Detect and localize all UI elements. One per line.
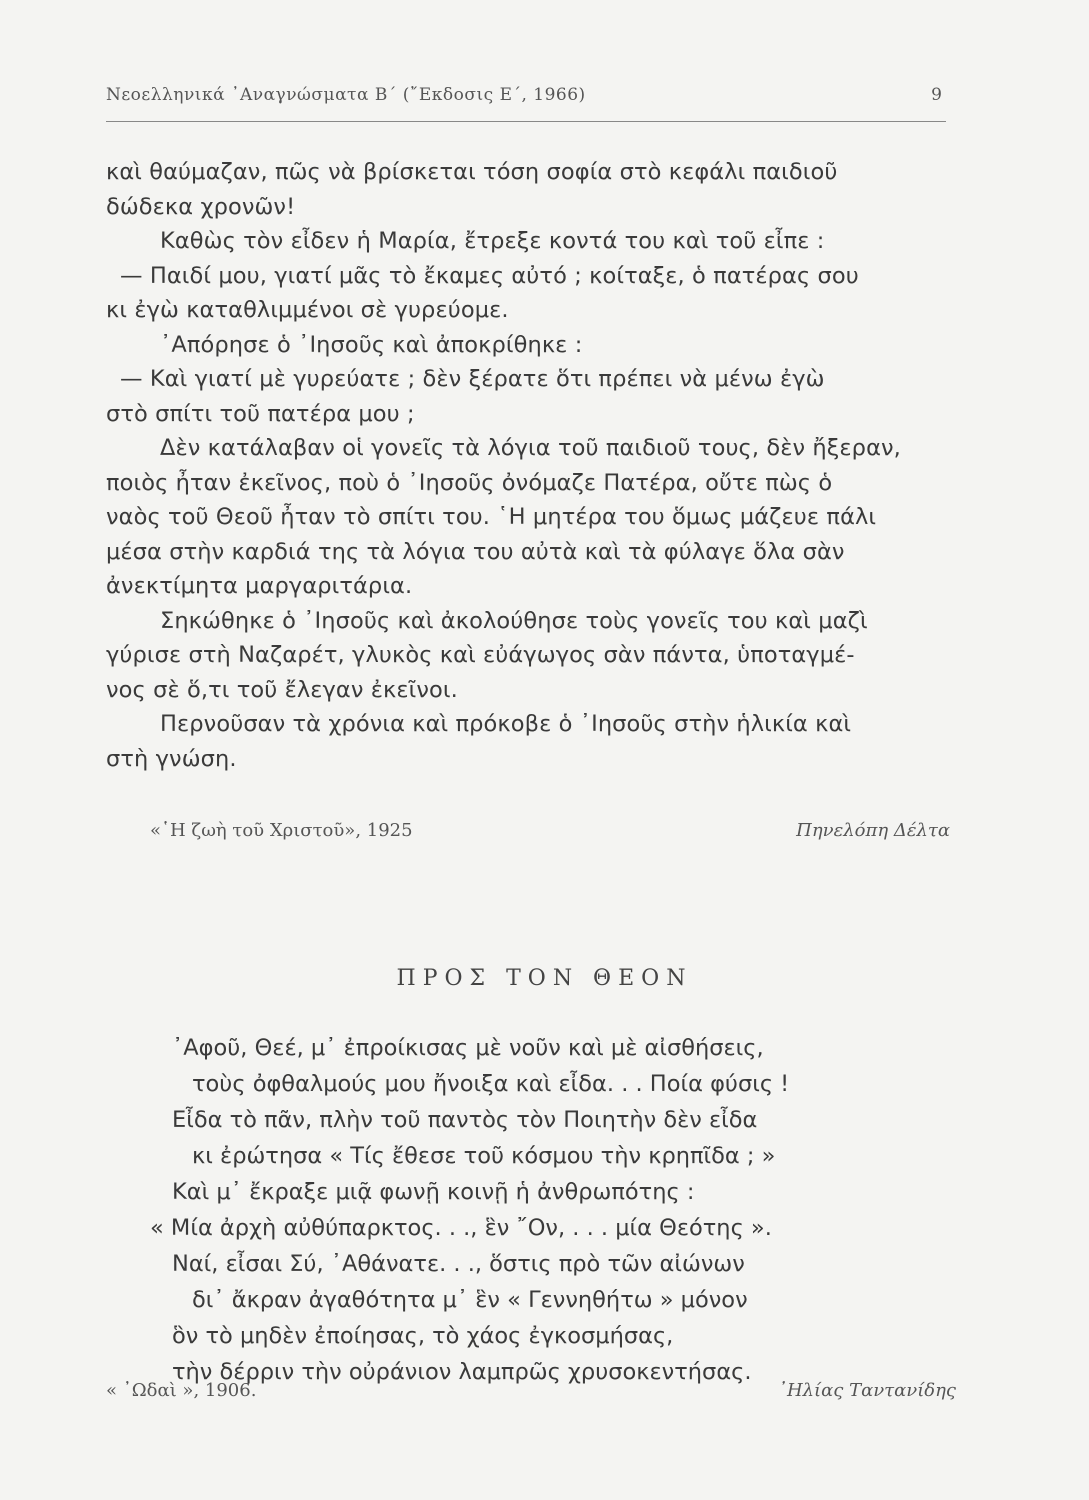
poem-verse: ᾿Αφοῦ, Θεέ, μ᾿ ἐπροίκισας μὲ νοῦν καὶ μὲ αἰσθήσεις,	[172, 1035, 764, 1061]
poem-verse: Εἶδα τὸ πᾶν, πλὴν τοῦ παντὸς τὸν Ποιητὴν δὲν εἶδα	[172, 1107, 758, 1133]
paragraph	[106, 604, 948, 708]
paragraph	[106, 362, 948, 431]
text-line: ἀνεκτίμητα μαργαριτάρια.	[106, 573, 413, 599]
poem-verse: Καὶ μ᾿ ἔκραξε μιᾷ φωνῇ κοινῇ ἡ ἀνθρωπότης :	[172, 1179, 695, 1205]
poem-verse: τὴν δέρριν τὴν οὐράνιον λαμπρῶς χρυσοκεντήσας.	[172, 1359, 752, 1385]
text-line: καὶ θαύμαζαν, πῶς νὰ βρίσκεται τόση σοφία στὸ κεφάλι παιδιοῦ	[106, 159, 838, 185]
prose-text	[106, 155, 948, 776]
source-author: Πηνελόπη Δέλτα	[796, 820, 950, 841]
paragraph	[106, 431, 948, 604]
poem-verse: δι᾿ ἄκραν ἀγαθότητα μ᾿ ἓν « Γεννηθήτω » μόνον	[192, 1287, 748, 1313]
page-number: 9	[931, 85, 942, 105]
text-line: Περνοῦσαν τὰ χρόνια καὶ πρόκοβε ὁ ᾿Ιησοῦς στὴν ἡλικία καὶ	[160, 711, 852, 737]
text-line: νος σὲ ὅ,τι τοῦ ἔλεγαν ἐκεῖνοι.	[106, 676, 458, 703]
poem-verse: « Μία ἀρχὴ αὐθύπαρκτος. . ., ἓν ῎Ον, . . . μία Θεότης ».	[150, 1215, 772, 1241]
prose-source	[150, 820, 950, 850]
paragraph	[106, 328, 948, 363]
text-line: γύρισε στὴ Ναζαρέτ, γλυκὸς καὶ εὐάγωγος σὰν πάντα, ὑποταγμέ-	[106, 642, 855, 668]
text-line: μέσα στὴν καρδιά της τὰ λόγια του αὐτὰ καὶ τὰ φύλαγε ὅλα σὰν	[106, 538, 845, 565]
text-line: ᾿Απόρησε ὁ ᾿Ιησοῦς καὶ ἀποκρίθηκε :	[160, 331, 583, 358]
paragraph	[106, 707, 948, 776]
poem-title: ΠΡΟΣ ΤΟΝ ΘΕΟΝ	[396, 966, 693, 991]
poem-verse: τοὺς ὀφθαλμούς μου ἤνοιξα καὶ εἶδα. . . Ποία φύσις !	[192, 1071, 790, 1097]
text-line: Δὲν κατάλαβαν οἱ γονεῖς τὰ λόγια τοῦ παιδιοῦ τους, δὲν ἤξεραν,	[160, 435, 901, 461]
text-line: — Καὶ γιατί μὲ γυρεύατε ; δὲν ξέρατε ὅτι πρέπει νὰ μένω ἐγὼ	[120, 366, 825, 392]
poem-verse: κι ἐρώτησα « Τίς ἔθεσε τοῦ κόσμου τὴν κρηπῖδα ; »	[192, 1143, 776, 1169]
source-work: « ᾿Ωδαὶ », 1906.	[106, 1380, 257, 1401]
header-rule	[106, 121, 946, 122]
text-line: στὸ σπίτι τοῦ πατέρα μου ;	[106, 400, 415, 427]
paragraph	[106, 259, 948, 328]
poem-source	[106, 1380, 956, 1410]
text-line: Σηκώθηκε ὁ ᾿Ιησοῦς καὶ ἀκολούθησε τοὺς γονεῖς του καὶ μαζὶ	[160, 607, 868, 634]
text-line: δώδεκα χρονῶν!	[106, 193, 296, 220]
source-author: ᾿Ηλίας Ταντανίδης	[777, 1380, 956, 1401]
poem-verse: ὃν τὸ μηδὲν ἐποίησας, τὸ χάος ἐγκοσμήσας,	[172, 1323, 674, 1349]
text-line: — Παιδί μου, γιατί μᾶς τὸ ἔκαμες αὐτό ; κοίταξε, ὁ πατέρας σου	[120, 262, 859, 289]
paragraph	[106, 155, 948, 224]
running-header	[106, 85, 946, 115]
poem-verse: Ναί, εἶσαι Σύ, ᾿Αθάνατε. . ., ὅστις πρὸ τῶν αἰώνων	[172, 1251, 745, 1277]
text-line: στὴ γνώση.	[106, 745, 237, 772]
paragraph	[106, 224, 948, 259]
text-line: ποιὸς ἦταν ἐκεῖνος, ποὺ ὁ ᾿Ιησοῦς ὀνόμαζε Πατέρα, οὔτε πὼς ὁ	[106, 469, 833, 496]
text-line: ναὸς τοῦ Θεοῦ ἦταν τὸ σπίτι του. ῾Η μητέρα του ὅμως μάζευε πάλι	[106, 504, 877, 530]
book-title: Νεοελληνικά ᾿Αναγνώσματα Β΄ (῎Εκδοσις Ε΄, 1966)	[106, 85, 586, 105]
text-line: Καθὼς τὸν εἶδεν ἡ Μαρία, ἔτρεξε κοντά του καὶ τοῦ εἶπε :	[160, 228, 825, 254]
source-work: «῾Η ζωὴ τοῦ Χριστοῦ», 1925	[150, 820, 413, 841]
text-line: κι ἐγὼ καταθλιμμένοι σὲ γυρεύομε.	[106, 297, 509, 323]
